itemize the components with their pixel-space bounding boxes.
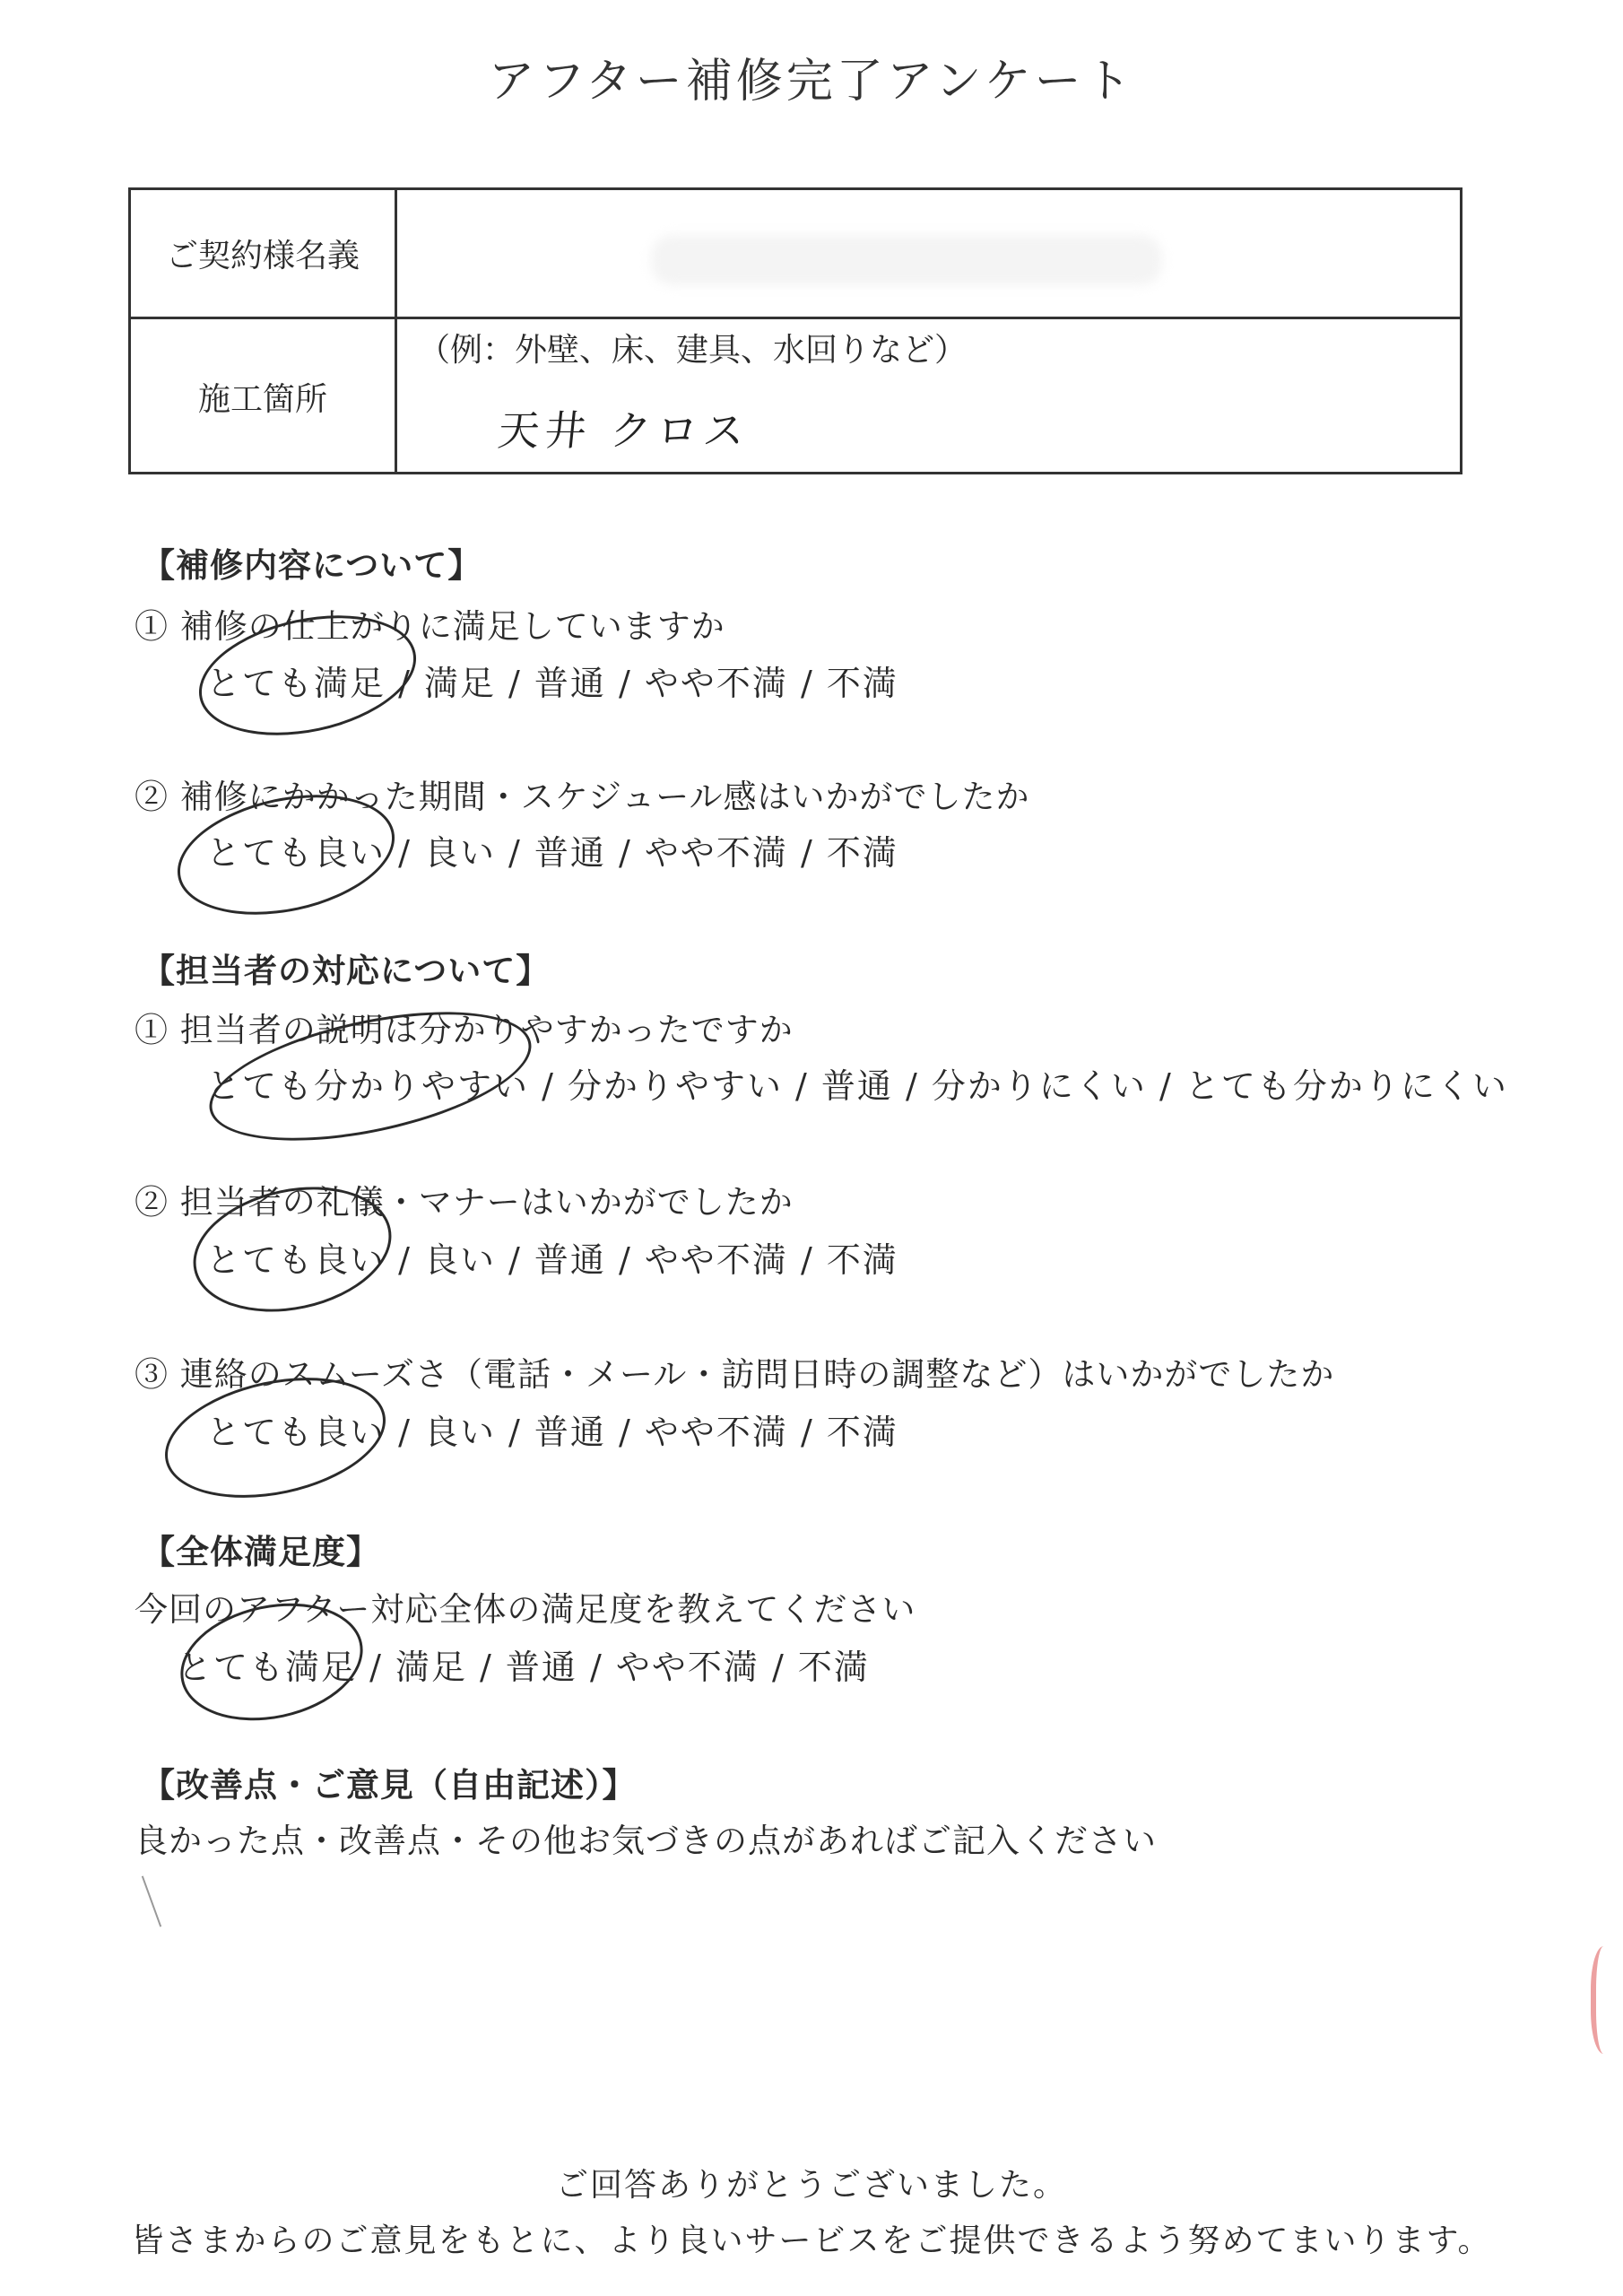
location-example: （例：外壁、床、建具、水回りなど） — [418, 332, 968, 369]
options-staff-contact[interactable]: とても良い / 良い / 普通 / やや不満 / 不満 — [206, 1413, 898, 1452]
scan-red-mark — [1591, 1946, 1623, 2054]
options-overall[interactable]: とても満足 / 満足 / 普通 / やや不満 / 不満 — [178, 1648, 870, 1687]
contract-info-table — [128, 187, 1462, 474]
options-staff-manners[interactable]: とても良い / 良い / 普通 / やや不満 / 不満 — [206, 1240, 898, 1280]
closing-message: 皆さまからのご意見をもとに、より良いサービスをご提供できるよう努めてまいります。 — [131, 2222, 1492, 2259]
section-heading-repair: 【補修内容について】 — [142, 545, 482, 585]
question-repair-schedule: ② 補修にかかった期間・スケジュール感はいかがでしたか — [135, 778, 1030, 816]
section-heading-staff: 【担当者の対応について】 — [142, 951, 551, 990]
section-heading-overall: 【全体満足度】 — [142, 1532, 380, 1571]
options-staff-explanation[interactable]: とても分かりやすい / 分かりやすい / 普通 / 分かりにくい / とても分かりにくい — [206, 1066, 1508, 1106]
location-handwritten-value[interactable]: 天井 クロス — [495, 406, 753, 455]
scan-mark — [142, 1875, 161, 1926]
location-label: 施工箇所 — [131, 319, 397, 474]
options-repair-finish[interactable]: とても満足 / 満足 / 普通 / やや不満 / 不満 — [206, 664, 898, 703]
redacted-contract-name — [651, 235, 1162, 285]
question-staff-manners: ② 担当者の礼儀・マナーはいかがでしたか — [135, 1183, 794, 1222]
contract-name-label: ご契約様名義 — [131, 190, 397, 319]
feedback-instruction: 良かった点・改善点・その他お気づきの点があればご記入ください — [135, 1822, 1157, 1860]
question-repair-finish: ① 補修の仕上がりに満足していますか — [135, 607, 725, 646]
survey-title: アフター補修完了アンケート — [488, 55, 1135, 109]
question-staff-explanation: ① 担当者の説明は分かりやすかったですか — [135, 1011, 794, 1049]
question-overall: 今回のアフター対応全体の満足度を教えてください — [135, 1590, 916, 1629]
section-heading-feedback: 【改善点・ご意見（自由記述）】 — [142, 1765, 637, 1805]
closing-thanks: ご回答ありがとうございました。 — [555, 2167, 1067, 2204]
options-repair-schedule[interactable]: とても良い / 良い / 普通 / やや不満 / 不満 — [206, 833, 898, 873]
question-staff-contact: ③ 連絡のスムーズさ（電話・メール・訪問日時の調整など）はいかがでしたか — [135, 1355, 1335, 1394]
